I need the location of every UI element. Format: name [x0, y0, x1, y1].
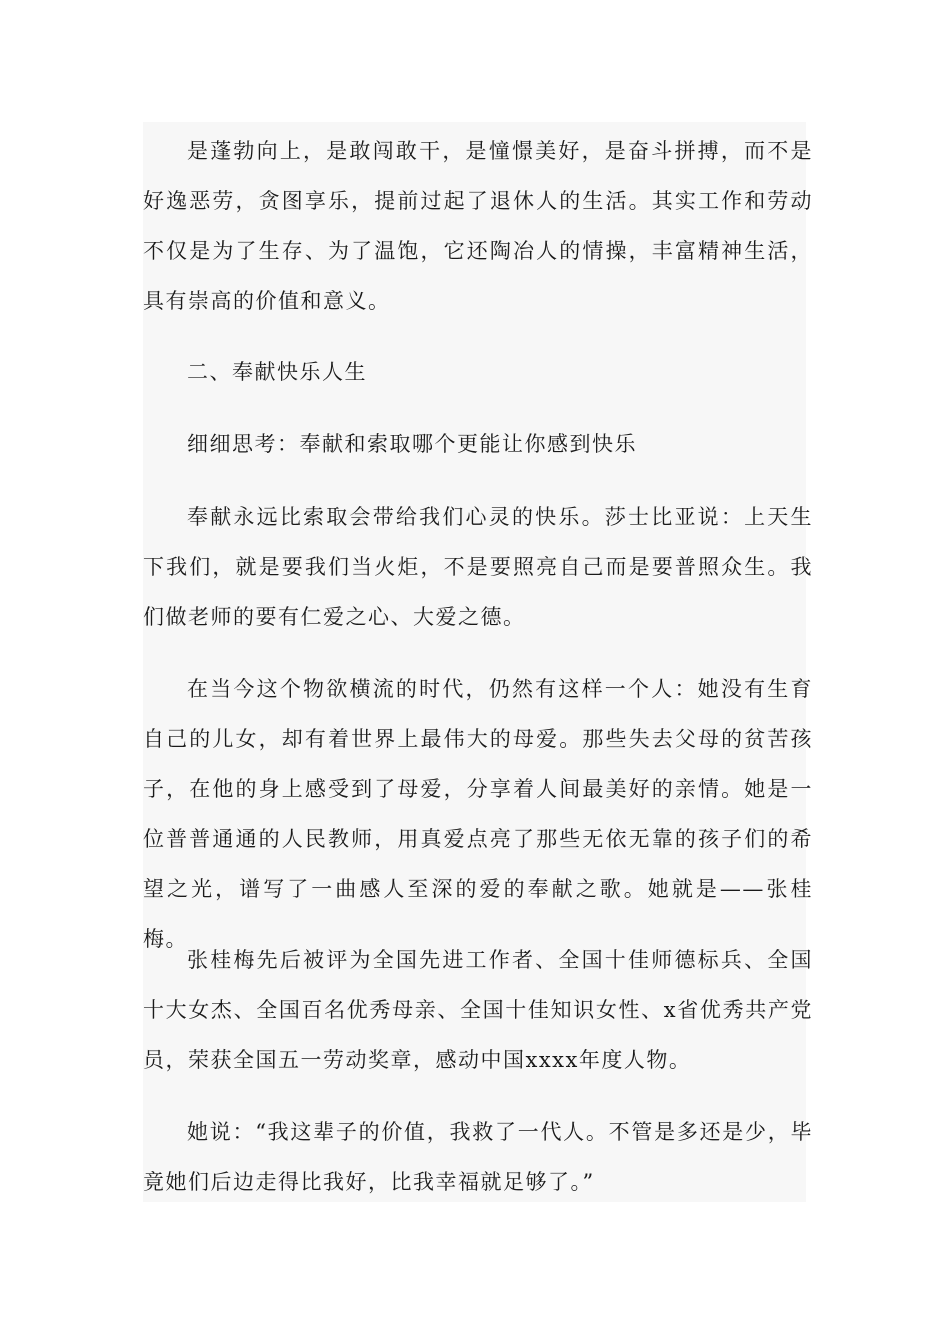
paragraph-continuation: 是蓬勃向上，是敢闯敢干，是憧憬美好，是奋斗拼搏，而不是好逸恶劳，贪图享乐，提前过起了退休人的生活。其实工作和劳动不仅是为了生存、为了温饱，它还陶冶人的情操，丰富精神生活，具有崇高的价值和意义。	[143, 139, 813, 313]
paragraph-quote: 她说：“我这辈子的价值，我救了一代人。不管是多还是少，毕竟她们后边走得比我好，比我幸福就足够了。”	[143, 1120, 813, 1194]
paragraph-dedication: 奉献永远比索取会带给我们心灵的快乐。莎士比亚说：上天生下我们，就是要我们当火炬，不是要照亮自己而是要普照众生。我们做老师的要有仁爱之心、大爱之德。	[143, 505, 813, 629]
paragraph-question: 细细思考：奉献和索取哪个更能让你感到快乐	[187, 432, 637, 456]
paragraph-honors: 张桂梅先后被评为全国先进工作者、全国十佳师德标兵、全国十大女杰、全国百名优秀母亲、全国十佳知识女性、x省优秀共产党员，荣获全国五一劳动奖章，感动中国xxxx年度人物。	[143, 948, 813, 1072]
paragraph-story: 在当今这个物欲横流的时代，仍然有这样一个人：她没有生育自己的儿女，却有着世界上最伟大的母爱。那些失去父母的贫苦孩子，在他的身上感受到了母爱，分享着人间最美好的亲情。她是一位普普通通的人民教师，用真爱点亮了那些无依无靠的孩子们的希望之光，谱写了一曲感人至深的爱的奉献之歌。她就是——张桂梅。	[143, 677, 813, 951]
section-heading: 二、奉献快乐人生	[187, 360, 367, 384]
